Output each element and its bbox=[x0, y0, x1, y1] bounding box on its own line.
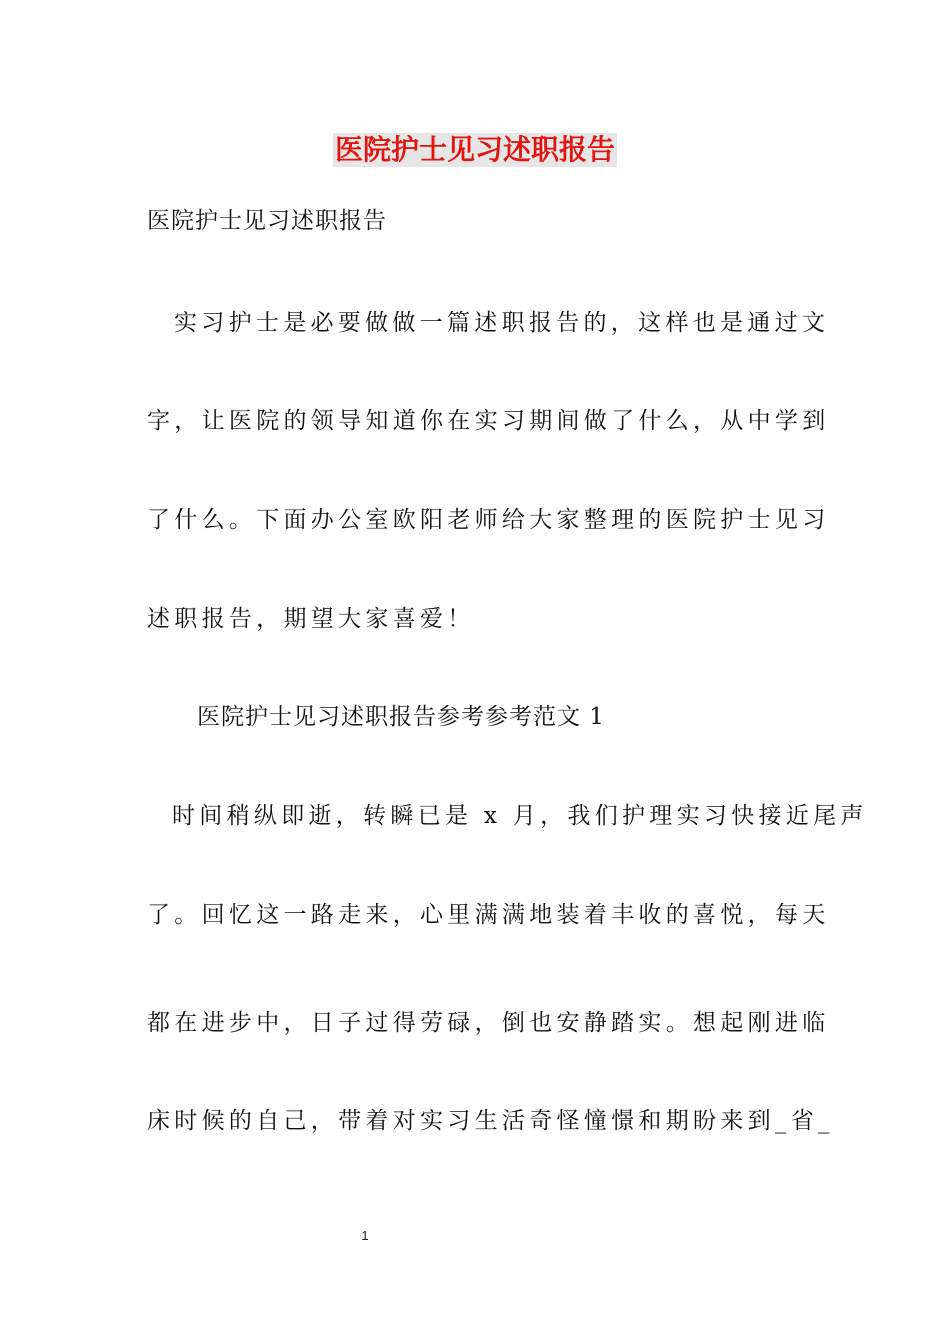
paragraph2-line-4: 床时候的自己，带着对实习生活奇怪憧憬和期盼来到_省_ bbox=[147, 1108, 834, 1134]
paragraph2-line-1: 时间稍纵即逝，转瞬已是 x 月，我们护理实习快接近尾声 bbox=[172, 803, 868, 829]
paragraph1-line-4: 述职报告，期望大家喜爱！ bbox=[147, 606, 475, 632]
paragraph2-line-3: 都在进步中，日子过得劳碌，倒也安静踏实。想起刚进临 bbox=[147, 1010, 830, 1036]
page-number: 1 bbox=[361, 1228, 369, 1243]
document-title: 医院护士见习述职报告 bbox=[334, 133, 615, 166]
title-container bbox=[0, 133, 950, 167]
paragraph1-line-1: 实习护士是必要做做一篇述职报告的，这样也是通过文 bbox=[174, 310, 830, 336]
paragraph1-line-3: 了什么。下面办公室欧阳老师给大家整理的医院护士见习 bbox=[147, 507, 830, 533]
paragraph1-line-2: 字，让医院的领导知道你在实习期间做了什么，从中学到 bbox=[147, 408, 830, 434]
section-heading: 医院护士见习述职报告参考参考范文 1 bbox=[197, 704, 605, 730]
paragraph2-line-2: 了。回忆这一路走来，心里满满地装着丰收的喜悦，每天 bbox=[147, 902, 830, 928]
subtitle: 医院护士见习述职报告 bbox=[147, 208, 387, 234]
